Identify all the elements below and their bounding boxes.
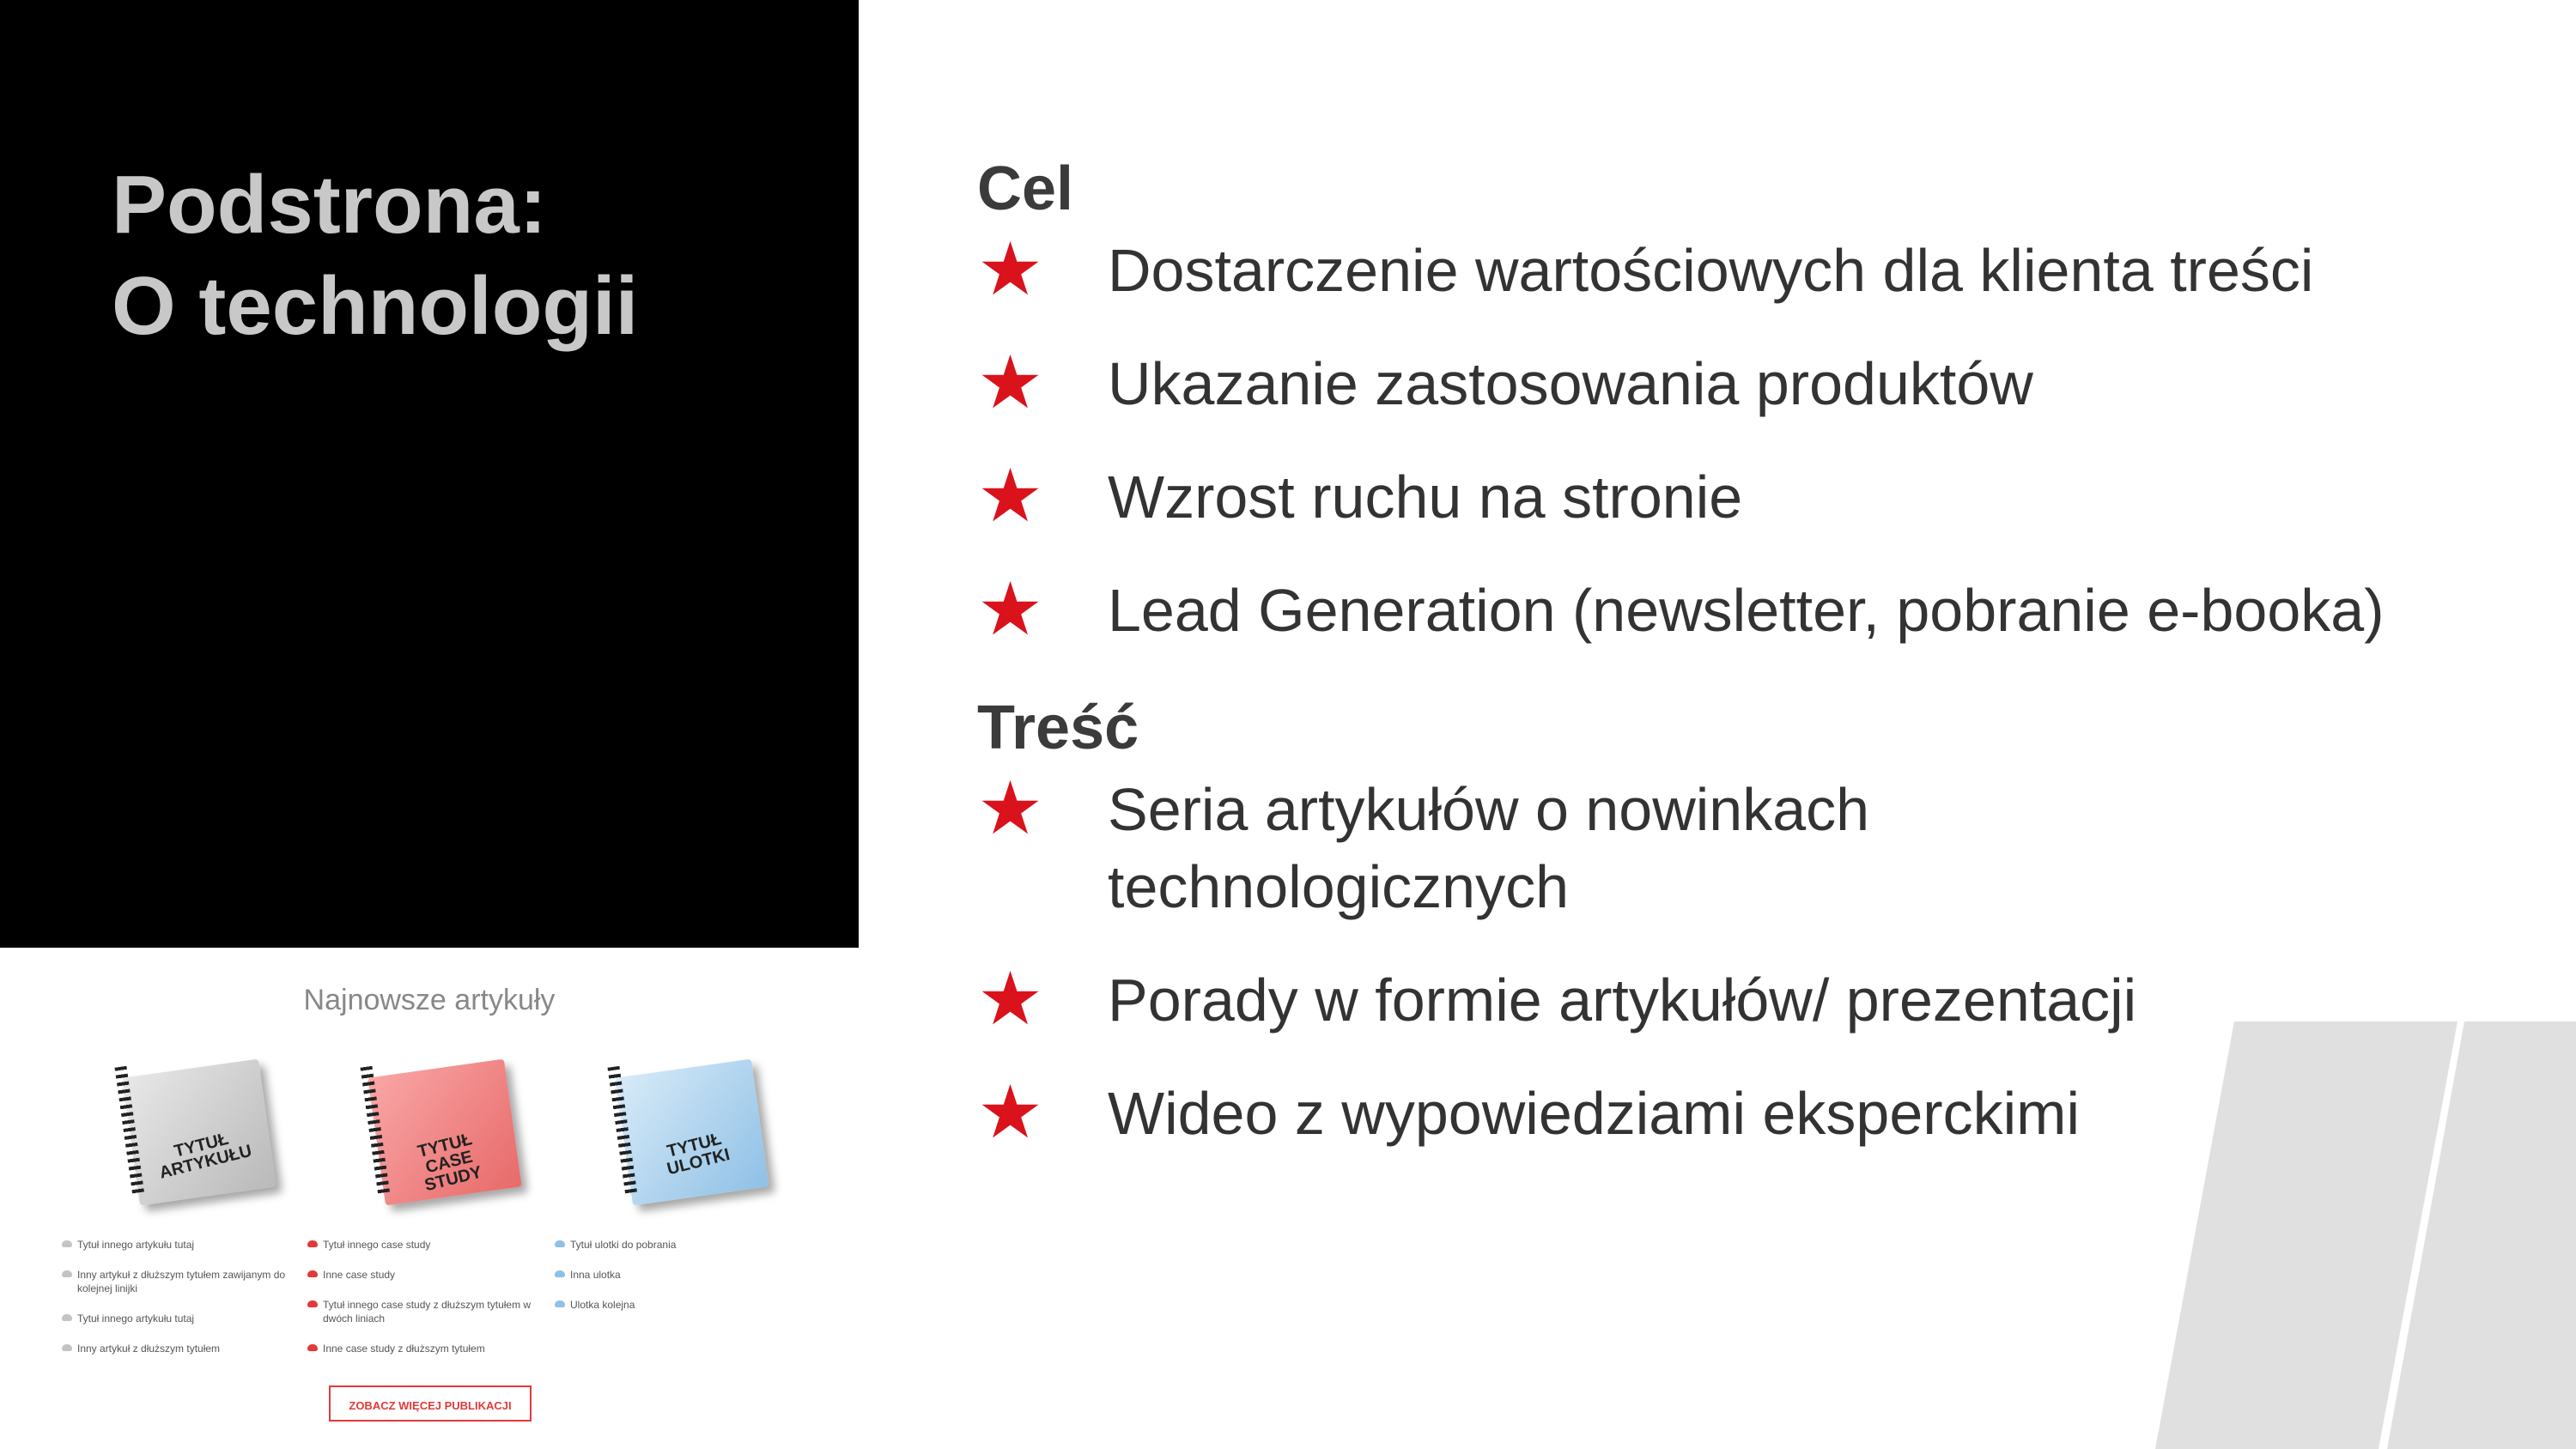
goal-item	[977, 567, 2396, 652]
bullet-text: Wideo z wypowiedziami eksperckimi	[1108, 1080, 2080, 1147]
title-line-2: O technologii	[112, 260, 639, 352]
star-icon: ★	[977, 227, 1044, 312]
cloud-icon	[555, 1240, 565, 1247]
link-list	[62, 1238, 311, 1355]
cloud-icon	[307, 1240, 318, 1247]
content-item	[977, 766, 2224, 925]
bullet-text: Dostarczenie wartościowych dla klienta treści	[1108, 237, 2314, 304]
bullet-text: Seria artykułów o nowinkach technologicznych	[1108, 776, 1870, 920]
section-heading-cel: Cel	[977, 155, 1074, 223]
see-more-publications-button[interactable]: ZOBACZ WIĘCEJ PUBLIKACJI	[329, 1385, 532, 1422]
booklet-cover	[122, 1059, 276, 1206]
list-item[interactable]: Inna ulotka	[555, 1268, 804, 1282]
list-item[interactable]: Tytuł innego case study	[307, 1238, 556, 1252]
cloud-icon	[62, 1314, 72, 1321]
bullet-text: Ukazanie zastosowania produktów	[1108, 350, 2033, 417]
booklet-label: TYTUŁ ULOTKI	[665, 1129, 732, 1179]
articles-mockup	[0, 948, 859, 1449]
mockup-column-articles	[62, 1042, 311, 1372]
link-list	[307, 1238, 556, 1355]
goal-item	[977, 340, 2506, 426]
cloud-icon	[555, 1270, 565, 1277]
content-item	[977, 956, 2506, 1042]
goal-item	[977, 227, 2506, 312]
list-item[interactable]: Inny artykuł z dłuższym tytułem	[62, 1342, 311, 1355]
star-icon: ★	[977, 453, 1044, 539]
star-icon: ★	[977, 567, 1044, 652]
list-item[interactable]: Ulotka kolejna	[555, 1298, 804, 1312]
content-item	[977, 1070, 2506, 1155]
booklet-image[interactable]	[350, 1042, 531, 1222]
star-icon: ★	[977, 766, 1044, 852]
mockup-heading: Najnowsze artykuły	[303, 984, 556, 1016]
star-icon: ★	[977, 1070, 1044, 1155]
mockup-column-leaflets	[555, 1042, 804, 1328]
cloud-icon	[307, 1344, 318, 1351]
booklet-label: TYTUŁ CASE STUDY	[416, 1130, 484, 1196]
cloud-icon	[307, 1270, 318, 1277]
mockup-column-case-study	[307, 1042, 556, 1372]
star-icon: ★	[977, 956, 1044, 1042]
cloud-icon	[62, 1344, 72, 1351]
list-item[interactable]: Inne case study	[307, 1268, 556, 1282]
goal-item	[977, 453, 2506, 539]
link-list	[555, 1238, 804, 1312]
booklet-label: TYTUŁ ARTYKUŁU	[157, 1129, 254, 1183]
cloud-icon	[62, 1240, 72, 1247]
star-icon: ★	[977, 340, 1044, 426]
booklet-cover	[615, 1059, 769, 1206]
booklet-image[interactable]	[598, 1042, 778, 1222]
list-item[interactable]: Inny artykuł z dłuższym tytułem zawijanym do kolejnej linijki	[62, 1268, 311, 1295]
list-item[interactable]: Tytuł innego artykułu tutaj	[62, 1238, 311, 1252]
content-area	[977, 146, 2506, 1188]
section-heading-tresc: Treść	[977, 694, 1139, 762]
list-item[interactable]: Tytuł innego case study z dłuższym tytułem w dwóch liniach	[307, 1298, 556, 1325]
bullet-text: Lead Generation (newsletter, pobranie e-booka)	[1108, 577, 2385, 644]
list-item[interactable]: Inne case study z dłuższym tytułem	[307, 1342, 556, 1355]
cloud-icon	[555, 1300, 565, 1307]
bullet-text: Wzrost ruchu na stronie	[1108, 464, 1743, 530]
booklet-image[interactable]	[105, 1042, 285, 1222]
cloud-icon	[62, 1270, 72, 1277]
list-item[interactable]: Tytuł innego artykułu tutaj	[62, 1312, 311, 1325]
cloud-icon	[307, 1300, 318, 1307]
title-line-1: Podstrona:	[112, 159, 547, 251]
bullet-text: Porady w formie artykułów/ prezentacji	[1108, 967, 2137, 1034]
list-item[interactable]: Tytuł ulotki do pobrania	[555, 1238, 804, 1252]
